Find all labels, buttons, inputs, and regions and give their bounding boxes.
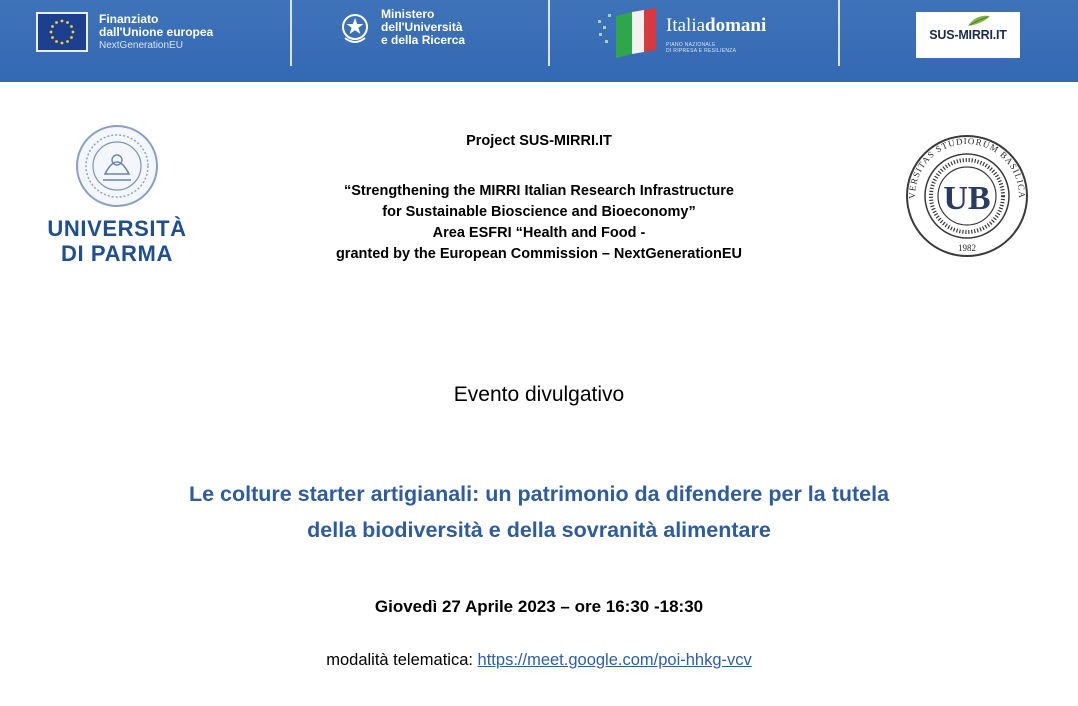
svg-text:UB: UB [943, 180, 991, 217]
project-line-3: Area ESFRI “Health and Food - [432, 225, 646, 241]
banner-divider [838, 0, 840, 66]
event-date-time: Giovedì 27 Aprile 2023 – ore 16:30 -18:30 [374, 597, 704, 616]
ministero-line-2: dell'Università [381, 20, 463, 34]
project-title: Project SUS-MIRRI.IT [466, 133, 612, 149]
event-headline-line-1: Le colture starter artigianali: un patrimonio da difendere per la tutela [188, 482, 890, 506]
italiadomani-bold: domani [705, 15, 767, 36]
italian-emblem-icon [340, 10, 370, 46]
event-headline [0, 476, 1078, 548]
university-parma-line-2: DI PARMA [61, 241, 173, 266]
sus-mirri-logo [916, 12, 1020, 58]
university-parma-line-1: UNIVERSITÀ [47, 216, 187, 241]
italian-flag-icon [596, 6, 660, 64]
eu-line-3: NextGenerationEU [99, 39, 183, 51]
project-line-1: “Strengthening the MIRRI Italian Research Infrastructure [344, 183, 734, 199]
italiadomani-light: Italia [666, 15, 706, 36]
ministero-line-1: Ministero [381, 7, 435, 21]
eu-line-2: dall'Unione europea [99, 24, 214, 39]
project-line-2: for Sustainable Bioscience and Bioeconomy” [382, 204, 696, 220]
italiadomani-sub-2: DI RIPRESA E RESILIENZA [666, 48, 737, 54]
ministero-line-3: e della Ricerca [381, 33, 466, 47]
banner-divider [290, 0, 292, 66]
italiadomani-sub-1: PIANO NAZIONALE [666, 42, 716, 48]
italiadomani-logo [596, 6, 766, 64]
banner-divider [548, 0, 550, 66]
university-basilicata-name: VERSITAS STUDIORUM BASILICA [906, 135, 1028, 199]
sus-mirri-text: SUS-MIRRI.IT [929, 28, 1007, 42]
university-basilicata-year: 1982 [958, 243, 976, 253]
eu-flag-icon [36, 12, 88, 52]
event-mode-label: modalità telematica: [326, 651, 478, 669]
ministero-logo [340, 8, 465, 47]
eu-line-1: Finanziato [99, 11, 159, 26]
funding-banner [0, 0, 1078, 82]
meeting-link[interactable]: https://meet.google.com/poi-hhkg-vcv [477, 651, 752, 669]
event-headline-line-2: della biodiversità e della sovranità alimentare [307, 518, 771, 542]
project-line-4: granted by the European Commission – NextGenerationEU [335, 246, 743, 262]
event-type: Evento divulgativo [453, 383, 625, 406]
eu-funding-logo [36, 12, 213, 52]
event-mode [0, 651, 1078, 670]
project-description [0, 181, 1078, 265]
